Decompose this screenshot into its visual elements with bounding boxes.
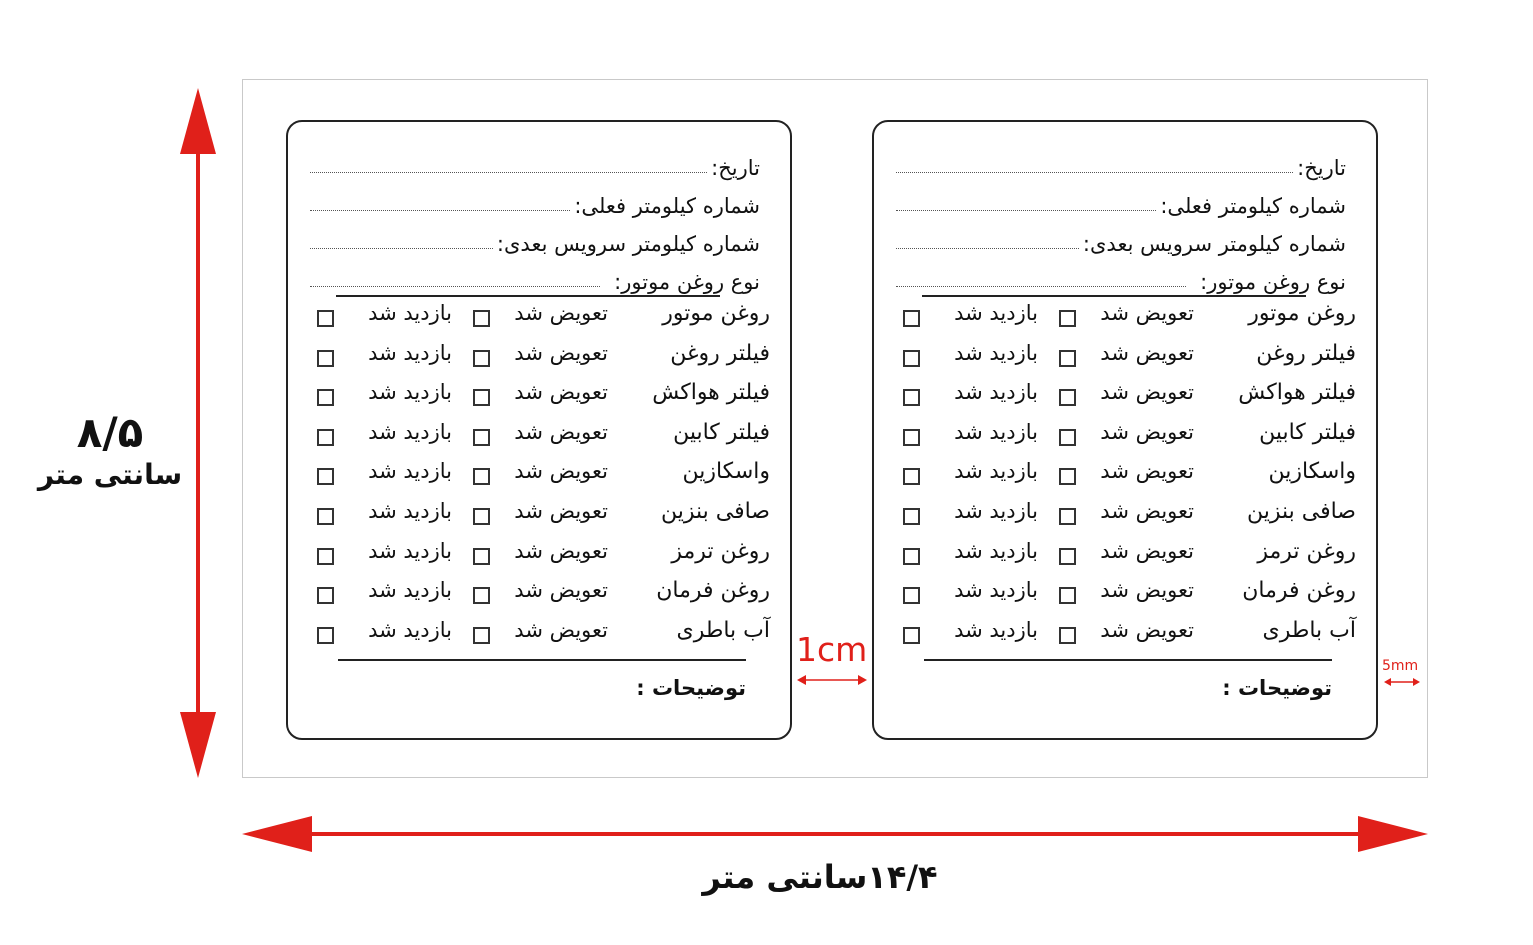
service-item-row [900, 575, 1358, 615]
divider-bottom [924, 659, 1332, 661]
service-item-row [314, 496, 772, 536]
header-field [896, 180, 1346, 218]
notes-label: توضیحات : [636, 676, 746, 700]
status-replaced-label: تعویض شد [1100, 578, 1194, 603]
header-field [310, 180, 760, 218]
visited-checkbox[interactable] [903, 627, 920, 644]
status-replaced-label: تعویض شد [514, 617, 608, 642]
width-dimension-label: ۱۴/۴سانتی متر [702, 858, 938, 896]
status-visited-label: بازدید شد [954, 617, 1038, 642]
margin-dimension-label: 5mm [1382, 658, 1419, 674]
service-item-row [900, 377, 1358, 417]
divider-bottom [338, 659, 746, 661]
status-visited-label: بازدید شد [368, 538, 452, 563]
service-item-row [900, 338, 1358, 378]
service-item-row [900, 615, 1358, 655]
replaced-checkbox[interactable] [473, 468, 490, 485]
header-field-dotted-line[interactable] [896, 209, 1156, 211]
service-item-name: فیلتر هواکش [1238, 380, 1356, 406]
status-replaced-label: تعویض شد [514, 301, 608, 325]
service-item-name: صافی بنزین [660, 498, 770, 524]
status-visited-label: بازدید شد [368, 340, 452, 365]
status-replaced-label: تعویض شد [1100, 498, 1194, 523]
status-replaced-label: تعویض شد [514, 459, 608, 484]
visited-checkbox[interactable] [317, 627, 334, 644]
header-field-dotted-line[interactable] [310, 171, 707, 173]
header-field-label: شماره کیلومتر سرویس بعدی: [1082, 232, 1346, 256]
header-field [310, 218, 760, 256]
service-item-name: روغن موتور [662, 301, 770, 326]
header-field-dotted-line[interactable] [310, 285, 600, 287]
visited-checkbox[interactable] [903, 389, 920, 406]
replaced-checkbox[interactable] [1059, 548, 1076, 565]
header-field [896, 142, 1346, 180]
header-field [310, 256, 760, 294]
status-visited-label: بازدید شد [368, 498, 452, 523]
service-item-name: واسکازین [682, 459, 770, 485]
status-replaced-label: تعویض شد [1100, 301, 1194, 325]
replaced-checkbox[interactable] [473, 587, 490, 604]
replaced-checkbox[interactable] [473, 350, 490, 367]
visited-checkbox[interactable] [903, 350, 920, 367]
status-replaced-label: تعویض شد [1100, 380, 1194, 405]
width-dimension-arrow [242, 816, 1428, 852]
header-field-label: تاریخ: [1297, 156, 1346, 180]
service-item-row [314, 377, 772, 417]
status-visited-label: بازدید شد [954, 419, 1038, 444]
replaced-checkbox[interactable] [473, 548, 490, 565]
status-replaced-label: تعویض شد [514, 380, 608, 405]
header-field-label: شماره کیلومتر فعلی: [1160, 194, 1346, 218]
visited-checkbox[interactable] [317, 548, 334, 565]
status-visited-label: بازدید شد [954, 578, 1038, 603]
divider-top [922, 295, 1306, 297]
status-replaced-label: تعویض شد [514, 498, 608, 523]
service-item-name: روغن ترمز [1257, 538, 1356, 564]
card-header-fields [310, 142, 760, 294]
status-visited-label: بازدید شد [368, 459, 452, 484]
status-visited-label: بازدید شد [954, 538, 1038, 563]
height-value: ۸/۵ [76, 408, 144, 457]
service-item-row [314, 536, 772, 576]
replaced-checkbox[interactable] [473, 627, 490, 644]
status-replaced-label: تعویض شد [514, 419, 608, 444]
replaced-checkbox[interactable] [1059, 508, 1076, 525]
replaced-checkbox[interactable] [473, 429, 490, 446]
replaced-checkbox[interactable] [1059, 587, 1076, 604]
service-card-left [286, 120, 792, 740]
header-field-label: نوع روغن موتور: [614, 270, 760, 294]
service-item-name: فیلتر کابین [1259, 419, 1356, 445]
service-item-row [314, 417, 772, 457]
service-item-row [314, 338, 772, 378]
visited-checkbox[interactable] [903, 310, 920, 327]
visited-checkbox[interactable] [903, 429, 920, 446]
service-item-name: واسکازین [1268, 459, 1356, 485]
visited-checkbox[interactable] [317, 429, 334, 446]
service-item-name: فیلتر روغن [670, 340, 770, 366]
status-replaced-label: تعویض شد [514, 340, 608, 365]
status-visited-label: بازدید شد [954, 459, 1038, 484]
header-field-dotted-line[interactable] [310, 209, 570, 211]
replaced-checkbox[interactable] [1059, 389, 1076, 406]
header-field-label: شماره کیلومتر سرویس بعدی: [496, 232, 760, 256]
replaced-checkbox[interactable] [1059, 627, 1076, 644]
replaced-checkbox[interactable] [1059, 429, 1076, 446]
visited-checkbox[interactable] [903, 548, 920, 565]
header-field-dotted-line[interactable] [896, 285, 1186, 287]
service-item-row [314, 575, 772, 615]
header-field-dotted-line[interactable] [896, 247, 1079, 249]
header-field-dotted-line[interactable] [896, 171, 1293, 173]
service-item-row [900, 298, 1358, 338]
height-dimension-label [30, 408, 190, 492]
status-replaced-label: تعویض شد [1100, 340, 1194, 365]
gap-dimension-arrow [797, 673, 867, 687]
service-item-name: روغن موتور [1248, 301, 1356, 326]
service-items-list [900, 298, 1358, 654]
service-item-row [314, 615, 772, 655]
status-replaced-label: تعویض شد [1100, 538, 1194, 563]
visited-checkbox[interactable] [903, 468, 920, 485]
service-item-row [900, 456, 1358, 496]
service-item-row [314, 456, 772, 496]
service-item-name: روغن ترمز [671, 538, 770, 564]
visited-checkbox[interactable] [903, 508, 920, 525]
status-replaced-label: تعویض شد [1100, 419, 1194, 444]
status-visited-label: بازدید شد [954, 301, 1038, 325]
status-visited-label: بازدید شد [954, 340, 1038, 365]
visited-checkbox[interactable] [317, 310, 334, 327]
status-visited-label: بازدید شد [954, 498, 1038, 523]
header-field-dotted-line[interactable] [310, 247, 493, 249]
service-item-name: روغن فرمان [656, 578, 770, 604]
height-dimension-arrow [196, 88, 200, 778]
divider-top [336, 295, 720, 297]
visited-checkbox[interactable] [317, 389, 334, 406]
header-field-label: شماره کیلومتر فعلی: [574, 194, 760, 218]
status-visited-label: بازدید شد [368, 419, 452, 444]
height-unit: سانتی متر [37, 458, 183, 492]
replaced-checkbox[interactable] [1059, 310, 1076, 327]
service-item-name: صافی بنزین [1246, 498, 1356, 524]
service-item-name: فیلتر هواکش [652, 380, 770, 406]
gap-dimension-label: 1cm [796, 630, 868, 669]
header-field [896, 218, 1346, 256]
visited-checkbox[interactable] [317, 508, 334, 525]
replaced-checkbox[interactable] [1059, 468, 1076, 485]
status-visited-label: بازدید شد [368, 617, 452, 642]
status-visited-label: بازدید شد [368, 380, 452, 405]
status-replaced-label: تعویض شد [1100, 617, 1194, 642]
card-header-fields [896, 142, 1346, 294]
service-items-list [314, 298, 772, 654]
visited-checkbox[interactable] [903, 587, 920, 604]
replaced-checkbox[interactable] [1059, 350, 1076, 367]
visited-checkbox[interactable] [317, 350, 334, 367]
status-visited-label: بازدید شد [368, 578, 452, 603]
replaced-checkbox[interactable] [473, 310, 490, 327]
status-visited-label: بازدید شد [954, 380, 1038, 405]
header-field [896, 256, 1346, 294]
replaced-checkbox[interactable] [473, 508, 490, 525]
notes-label: توضیحات : [1222, 676, 1332, 700]
status-replaced-label: تعویض شد [514, 578, 608, 603]
status-replaced-label: تعویض شد [1100, 459, 1194, 484]
service-item-row [314, 298, 772, 338]
header-field-label: نوع روغن موتور: [1200, 270, 1346, 294]
service-item-row [900, 536, 1358, 576]
visited-checkbox[interactable] [317, 468, 334, 485]
service-card-right [872, 120, 1378, 740]
status-visited-label: بازدید شد [368, 301, 452, 325]
header-field-label: تاریخ: [711, 156, 760, 180]
header-field [310, 142, 760, 180]
margin-dimension-arrow [1384, 676, 1420, 688]
service-item-name: آب باطری [1262, 617, 1356, 643]
service-item-row [900, 417, 1358, 457]
status-replaced-label: تعویض شد [514, 538, 608, 563]
visited-checkbox[interactable] [317, 587, 334, 604]
service-item-name: روغن فرمان [1242, 578, 1356, 604]
service-item-row [900, 496, 1358, 536]
service-item-name: فیلتر کابین [673, 419, 770, 445]
replaced-checkbox[interactable] [473, 389, 490, 406]
service-item-name: آب باطری [676, 617, 770, 643]
service-item-name: فیلتر روغن [1256, 340, 1356, 366]
